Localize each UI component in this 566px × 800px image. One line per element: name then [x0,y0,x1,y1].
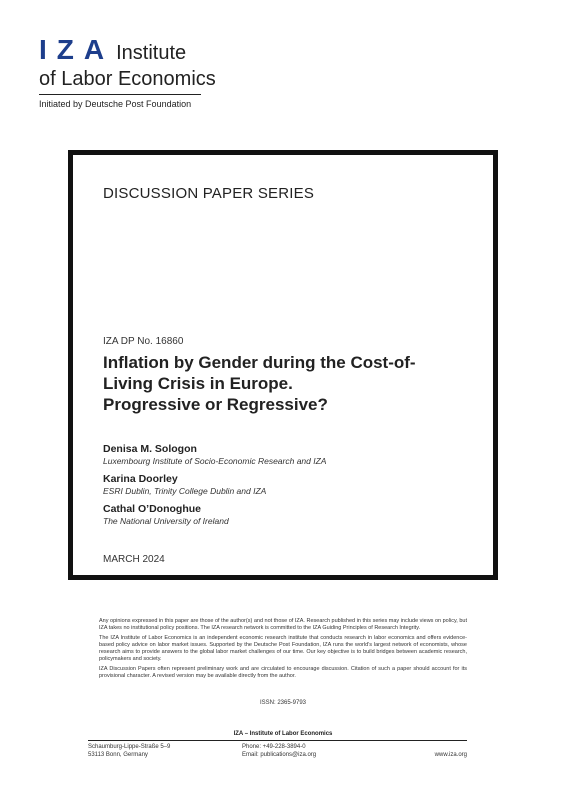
address-line: 53113 Bonn, Germany [88,752,148,758]
dp-number: IZA DP No. 16860 [103,336,184,347]
author-affiliation: The National University of Ireland [103,516,229,526]
author-affiliation: ESRI Dublin, Trinity College Dublin and IZA [103,486,267,496]
footer-website[interactable]: www.iza.org [434,752,467,758]
iza-logo [39,36,216,90]
footer-email[interactable]: Email: publications@iza.org [242,752,317,758]
footer-divider [88,740,467,741]
author-entry [103,443,473,467]
disclaimer-paragraph: IZA Discussion Papers often represent preliminary work and are circulated to encourage discussion. Citation of such a paper should account for its provisional character. A revised version may be available directly from the author. [99,666,467,679]
address-line: Schaumburg-Lippe-Straße 5–9 [88,744,171,750]
series-heading: DISCUSSION PAPER SERIES [103,185,315,202]
title-line: Inflation by Gender during the Cost-of- [103,353,416,372]
disclaimer-paragraph: Any opinions expressed in this paper are those of the author(s) and not those of IZA. Research published in this series may include views on policy, but IZA takes no institutional policy positions. The IZA research network is committed to the IZA Guiding Principles of Research Integrity. [99,618,467,631]
footer-phone: Phone: +49-228-3894-0 [242,744,306,750]
footer-address [88,743,170,759]
author-affiliation: Luxembourg Institute of Socio-Economic Research and IZA [103,456,327,466]
cover-frame [68,150,498,580]
issn: ISSN: 2365-9793 [259,700,307,706]
disclaimer-text [99,618,467,683]
paper-title [103,352,473,415]
logo-tagline: Initiated by Deutsche Post Foundation [39,99,192,109]
logo-subtitle: of Labor Economics [39,68,216,90]
author-entry [103,503,473,527]
footer-org: IZA – Institute of Labor Economics [233,731,333,737]
disclaimer-paragraph: The IZA Institute of Labor Economics is an independent economic research institute that conducts research in labor economics and offers evidence-based policy advice on labor market issues. Supported by the Deutsche Post Foundation, IZA runs the world’s largest network of economists, whose research aims to provide answers to the global labor market challenges of our time. Our key objective is to build bridges between academic research, policymakers and society. [99,635,467,662]
publication-date: MARCH 2024 [103,554,165,565]
author-list [103,443,473,533]
author-name: Denisa M. Sologon [103,443,197,455]
logo-brand: IZA [39,34,115,65]
author-name: Karina Doorley [103,473,178,485]
title-line: Living Crisis in Europe. [103,374,293,393]
title-line: Progressive or Regressive? [103,395,328,414]
author-entry [103,473,473,497]
logo-institute: Institute [116,42,187,64]
author-name: Cathal O’Donoghue [103,503,201,515]
footer-contact [242,743,316,759]
logo-divider [39,94,201,95]
